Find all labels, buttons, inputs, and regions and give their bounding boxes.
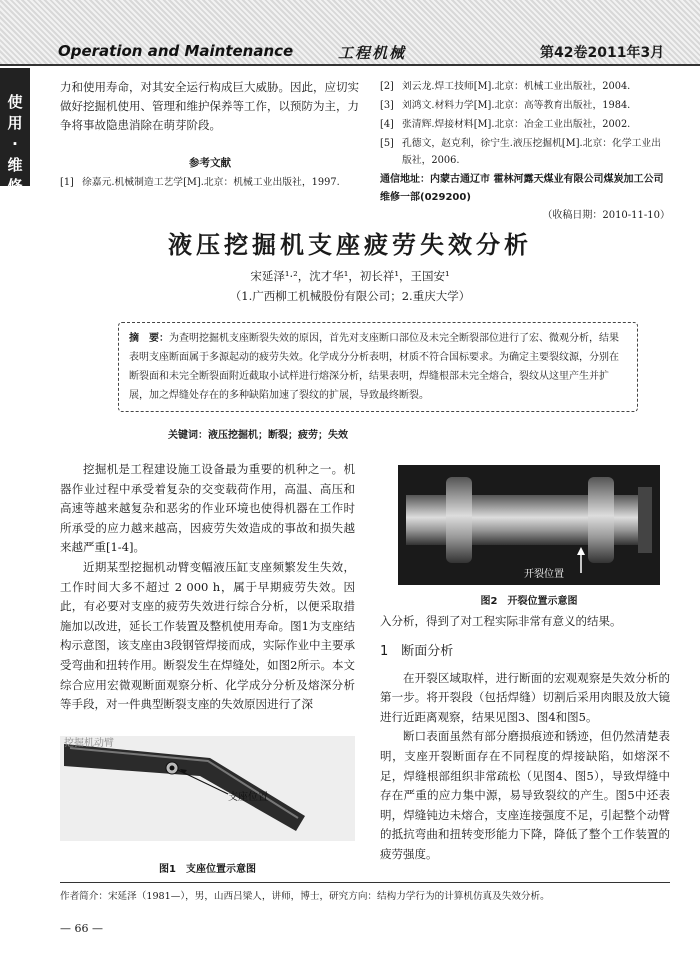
header-section-name: Operation and Maintenance	[58, 42, 294, 60]
side-tab-char: 用	[7, 114, 23, 132]
reference-item: [3] 刘鸿文.材料力学[M].北京：高等教育出版社，1984.	[380, 100, 631, 111]
figure-2-label: 开裂位置	[524, 569, 564, 580]
reference-item: [5] 孔德文，赵克利，徐宁生.液压挖掘机[M].北京：化学工业出版社，2006.	[380, 138, 662, 166]
figure-2-caption: 图2 开裂位置示意图	[480, 596, 578, 607]
figure-1-caption: 图1 支座位置示意图	[159, 864, 256, 875]
article-title: 液压挖掘机支座疲劳失效分析	[168, 231, 532, 259]
side-tab	[0, 68, 30, 195]
figure-1-label: 支座位置	[228, 792, 268, 803]
side-tab-char: ·	[12, 135, 18, 153]
page-number: — 66 —	[60, 922, 103, 935]
article-authors: 宋延泽¹·²，沈才华¹，初长祥¹，王国安¹	[250, 269, 450, 283]
abstract-text: 为查明挖掘机支座断裂失效的原因，首先对支座断口部位及未完全断裂部位进行了宏、微观分析，结果表明支座断面属于多源起动的疲劳失效。化学成分分析表明，材质不符合国标要求。为确定主要裂纹源，分别在断裂面和未完全断裂面附近截取小试样进行熔深分析，结果表明，焊缝根部未完全熔合，裂纹从这里产生并扩展，加之焊缝处存在的多种缺陷加速了裂纹的扩展，导致最终断裂。	[129, 333, 619, 401]
side-tab-char: 使	[7, 93, 23, 111]
reference-item: [2] 刘云龙.焊工技师[M].北京：机械工业出版社，2004.	[380, 81, 631, 92]
received-date: （收稿日期：2010-11-10）	[542, 210, 670, 221]
crack-photo-illustration	[398, 465, 660, 585]
figure-2-image	[398, 465, 660, 585]
correspondence-address: 通信地址：内蒙古通辽市 霍林河露天煤业有限公司煤炭加工公司维修一部(029200) （收稿日期：2010-11-10）	[380, 171, 670, 225]
reference-item: [4] 张清辉.焊接材料[M].北京：冶金工业出版社，2002.	[380, 119, 631, 130]
footnote-rule	[60, 882, 670, 883]
previous-article-references	[380, 78, 670, 225]
body-right-column	[380, 612, 670, 865]
section-heading: 1 断面分析	[380, 643, 454, 659]
side-tab-char: 维	[7, 156, 23, 174]
body-paragraph: 断口表面虽然有部分磨损痕迹和锈迹，但仍然清楚表明，支座开裂断面存在不同程度的焊接缺陷，如熔深不足，焊缝根部组织非常疏松（见图4、图5），导致焊缝中存在严重的应力集中源，易导致裂纹的产生。图5中还表明，焊缝钝边未熔合，支座连接强度不足，引起整个动臂的抵抗弯曲和扭转变形能力下降，降低了整个工作装置的疲劳强度。	[380, 729, 670, 861]
body-paragraph: 在开裂区域取样，进行断面的宏观观察是失效分析的第一步。将开裂段（包括焊缝）切割后采用肉眼及放大镜进行近距离观察，结果见图3、图4和图5。	[380, 670, 670, 724]
previous-article-paragraph: 力和使用寿命，对其安全运行构成巨大威胁。因此，应切实做好挖掘机使用、管理和维护保养等工作，以预防为主，力争将事故隐患消除在萌芽阶段。	[60, 80, 359, 132]
body-paragraph: 挖掘机是工程建设施工设备最为重要的机种之一。机器作业过程中承受着复杂的交变载荷作用，高温、高压和高速等越来越复杂和恶劣的作业环境也使得机器在工作时所承受的应力越来越高，因疲劳失效造成的事故和损失越来越严重[1-4]。	[60, 462, 355, 555]
side-tab-char: 修	[7, 177, 23, 195]
header-issue: 第42卷2011年3月	[540, 45, 665, 61]
author-footnote: 作者简介：宋延泽（1981—），男，山西吕梁人，讲师，博士，研究方向：结构力学行为的计算机仿真及失效分析。	[60, 891, 550, 902]
body-paragraph: 入分析，得到了对工程实际非常有意义的结果。	[380, 614, 622, 628]
figure-1-image	[60, 736, 355, 841]
reference-item: [1] 徐嘉元.机械制造工艺学[M].北京：机械工业出版社，1997.	[60, 177, 340, 188]
article-affiliation: （1.广西柳工机械股份有限公司；2.重庆大学）	[229, 289, 471, 303]
body-paragraph: 近期某型挖掘机动臂变幅液压缸支座频繁发生失效，工作时间大多不超过 2 000 h，属于早期疲劳失效。因此，有必要对支座的疲劳失效进行综合分析，以便采取措施加以改进，延长工作装置及整机使用寿命。图1为支座结构示意图，该支座由3段钢管焊接而成，实际作业中主要承受弯曲和扭转作用。断裂发生在焊缝处，如图2所示。本文综合应用宏微观断面观察分析、化学成分分析及熔深分析等手段，对一件典型断裂支座的失效原因进行了深	[60, 559, 355, 712]
keywords: 关键词：液压挖掘机；断裂；疲劳；失效	[168, 430, 348, 441]
body-left-column	[60, 460, 355, 715]
previous-article-tail	[60, 78, 360, 191]
header-rule	[0, 64, 700, 66]
figure-1-watermark: 挖掘机动臂	[64, 738, 114, 749]
abstract-label: 摘 要：	[129, 333, 169, 344]
abstract-box	[118, 322, 638, 412]
boom-illustration	[60, 736, 355, 841]
references-heading: 参考文献	[189, 157, 231, 169]
header-journal-name: 工程机械	[338, 44, 407, 62]
